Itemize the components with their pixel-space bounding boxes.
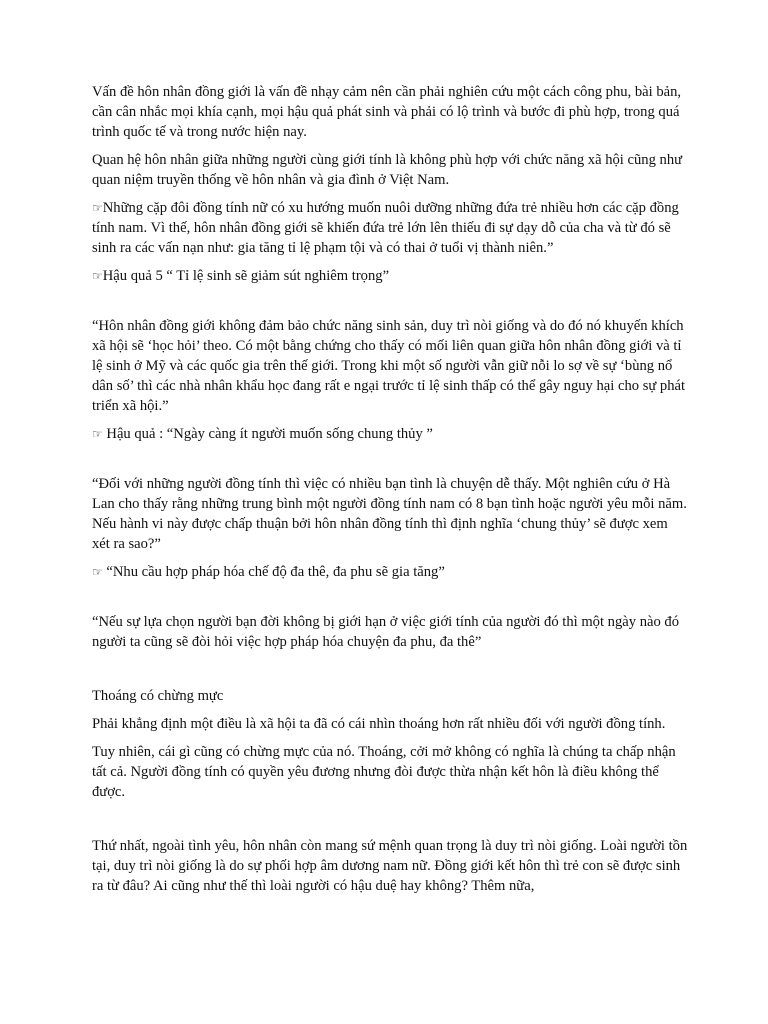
heading-consequence-fidelity — [92, 424, 688, 444]
pointing-hand-icon: ☞ — [92, 201, 103, 215]
heading-consequence-polygamy — [92, 562, 688, 582]
section-heading-moderation: Thoáng có chừng mực — [92, 688, 224, 704]
pointing-hand-icon: ☞ — [92, 269, 103, 283]
pointing-hand-icon: ☞ — [92, 427, 103, 441]
paragraph-open-view: Phải khẳng định một điều là xã hội ta đã có cái nhìn thoáng hơn rất nhiều đối với người đồng tính. — [92, 716, 666, 732]
paragraph-lesbian-couples — [92, 198, 688, 258]
paragraph-intro: Vấn đề hôn nhân đồng giới là vấn đề nhạy cảm nên cần phải nghiên cứu một cách công phu, bài bản, cần cân nhắc mọi khía cạnh, mọi hậu quả phát sinh và phải có lộ trình và bước đi phù hợp, trong quá trình quốc tế và trong nước hiện nay. — [92, 84, 682, 140]
heading-text: Hậu quả : “Ngày càng ít người muốn sống chung thủy ” — [102, 426, 433, 442]
paragraph-polygamy-quote: “Nếu sự lựa chọn người bạn đời không bị giới hạn ở việc giới tính của người đó thì một ngày nào đó người ta cũng sẽ đòi hỏi việc hợp pháp hóa chuyện đa phu, đa thê” — [92, 614, 680, 650]
heading-text: “Nhu cầu hợp pháp hóa chế độ đa thê, đa phu sẽ gia tăng” — [102, 564, 445, 580]
paragraph-partners: “Đối với những người đồng tính thì việc có nhiều bạn tình là chuyện dễ thấy. Một nghiên cứu ở Hà Lan cho thấy rằng những trung bình một người đồng tính nam có 8 bạn tình hoặc người yêu mỗi năm. Nếu hành vi này được chấp thuận bởi hôn nhân đồng tính thì định nghĩa ‘chung thủy’ sẽ được xem xét ra sao?” — [92, 476, 687, 552]
paragraph-limits: Tuy nhiên, cái gì cũng có chừng mực của nó. Thoáng, cởi mở không có nghĩa là chúng ta chấp nhận tất cả. Người đồng tính có quyền yêu đương nhưng đòi được thừa nhận kết hôn là điều không thể được. — [92, 744, 676, 800]
paragraph-birth-rate: “Hôn nhân đồng giới không đảm bảo chức năng sinh sản, duy trì nòi giống và do đó nó khuyến khích xã hội sẽ ‘học hỏi’ theo. Có một bằng chứng cho thấy có mối liên quan giữa hôn nhân đồng giới và tỉ lệ sinh ở Mỹ và các quốc gia trên thế giới. Trong khi một số người vẫn giữ nỗi lo sợ về sự ‘bùng nổ dân số’ thì các nhà nhân khẩu học đang rất e ngại trước tỉ lệ sinh thấp có thể gây nguy hại cho sự phát triển xã hội.” — [92, 318, 686, 414]
heading-text: Hậu quả 5 “ Tỉ lệ sinh sẽ giảm sút nghiêm trọng” — [102, 268, 390, 284]
heading-consequence-5 — [92, 266, 688, 286]
paragraph-social-function: Quan hệ hôn nhân giữa những người cùng giới tính là không phù hợp với chức năng xã hội cũng như quan niệm truyền thống về hôn nhân và gia đình ở Việt Nam. — [92, 152, 683, 188]
paragraph-first-reason: Thứ nhất, ngoài tình yêu, hôn nhân còn mang sứ mệnh quan trọng là duy trì nòi giống. Loài người tồn tại, duy trì nòi giống là do sự phối hợp âm dương nam nữ. Đồng giới kết hôn thì trẻ con sẽ được sinh ra từ đâu? Ai cũng như thế thì loài người có hậu duệ hay không? Thêm nữa, — [92, 838, 688, 894]
paragraph-text: Những cặp đôi đồng tính nữ có xu hướng muốn nuôi dưỡng những đứa trẻ nhiều hơn các cặp đồng tính nam. Vì thế, hôn nhân đồng giới sẽ khiến đứa trẻ lớn lên thiếu đi sự dạy dỗ của cha và từ đó sẽ sinh ra các vấn nạn như: gia tăng tỉ lệ phạm tội và có thai ở tuổi vị thành niên.” — [92, 200, 679, 256]
document-page — [92, 82, 688, 896]
pointing-hand-icon: ☞ — [92, 565, 103, 579]
